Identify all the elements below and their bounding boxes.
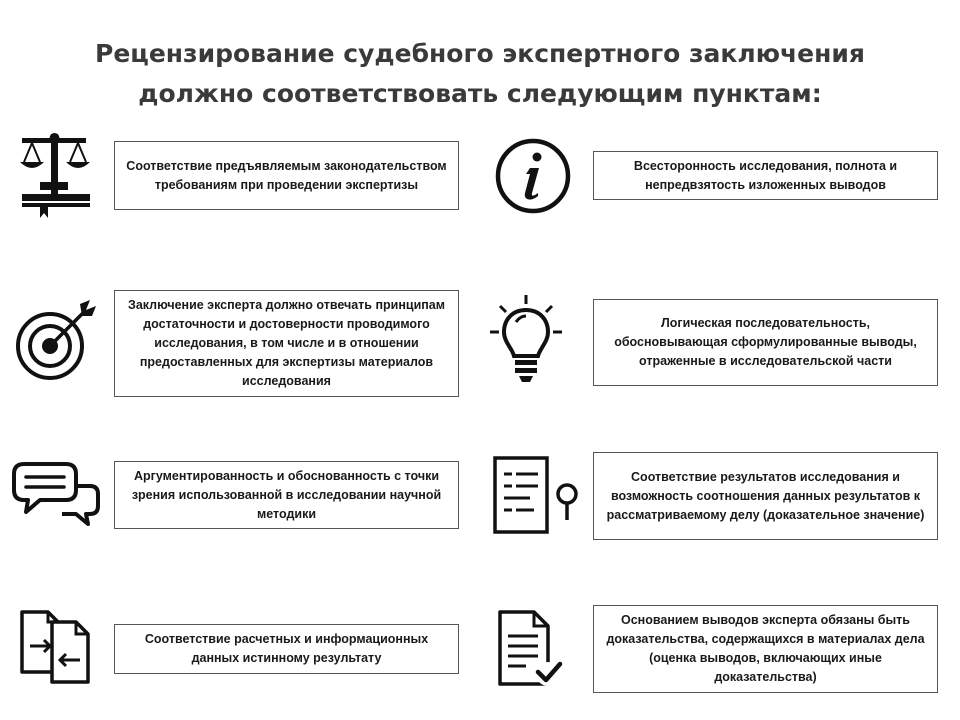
lightbulb-icon	[486, 292, 566, 386]
item-text-7: Соответствие расчетных и информационных данных истинному результату	[144, 632, 429, 665]
item-text-5: Аргументированность и обоснованность с точки зрения использованной в исследовании научной методики	[131, 468, 442, 521]
item-box-5	[114, 461, 459, 529]
item-box-1	[114, 141, 459, 210]
target-dart-icon	[12, 294, 102, 384]
item-text-4: Логическая последовательность, обосновывающая сформулированные выводы, отраженные в исследовательской части	[614, 316, 917, 368]
info-icon	[494, 137, 572, 215]
title-line-1: Рецензирование судебного экспертного заключения	[95, 39, 865, 68]
item-box-8	[593, 605, 938, 693]
page-title	[0, 34, 960, 114]
item-box-2	[593, 151, 938, 200]
document-pin-icon	[490, 454, 582, 534]
scales-justice-icon	[18, 132, 94, 218]
document-check-icon	[496, 608, 566, 690]
item-box-4	[593, 299, 938, 386]
item-text-1: Соответствие предъявляемым законодательством требованиям при проведении экспертизы	[126, 158, 447, 192]
item-text-6: Соответствие результатов исследования и возможность соотношения данных результатов к рассматриваемому делу (доказательное значение)	[606, 469, 925, 522]
item-box-7	[114, 624, 459, 674]
item-text-2: Всесторонность исследования, полнота и непредвзятость изложенных выводов	[633, 158, 898, 192]
item-box-6	[593, 452, 938, 540]
title-line-2: должно соответствовать следующим пунктам:	[138, 79, 822, 108]
item-box-3	[114, 290, 459, 397]
file-compare-icon	[18, 608, 94, 684]
speech-bubbles-icon	[12, 460, 102, 526]
item-text-8: Основанием выводов эксперта обязаны быть доказательства, содержащихся в материалах дела (оценка выводов, включающих иные доказательства)	[606, 613, 925, 684]
item-text-3: Заключение эксперта должно отвечать принципам достаточности и достоверности проводимого исследования, в том числе и в отношении предоставленных для экспертизы материалов исследования	[127, 298, 446, 388]
